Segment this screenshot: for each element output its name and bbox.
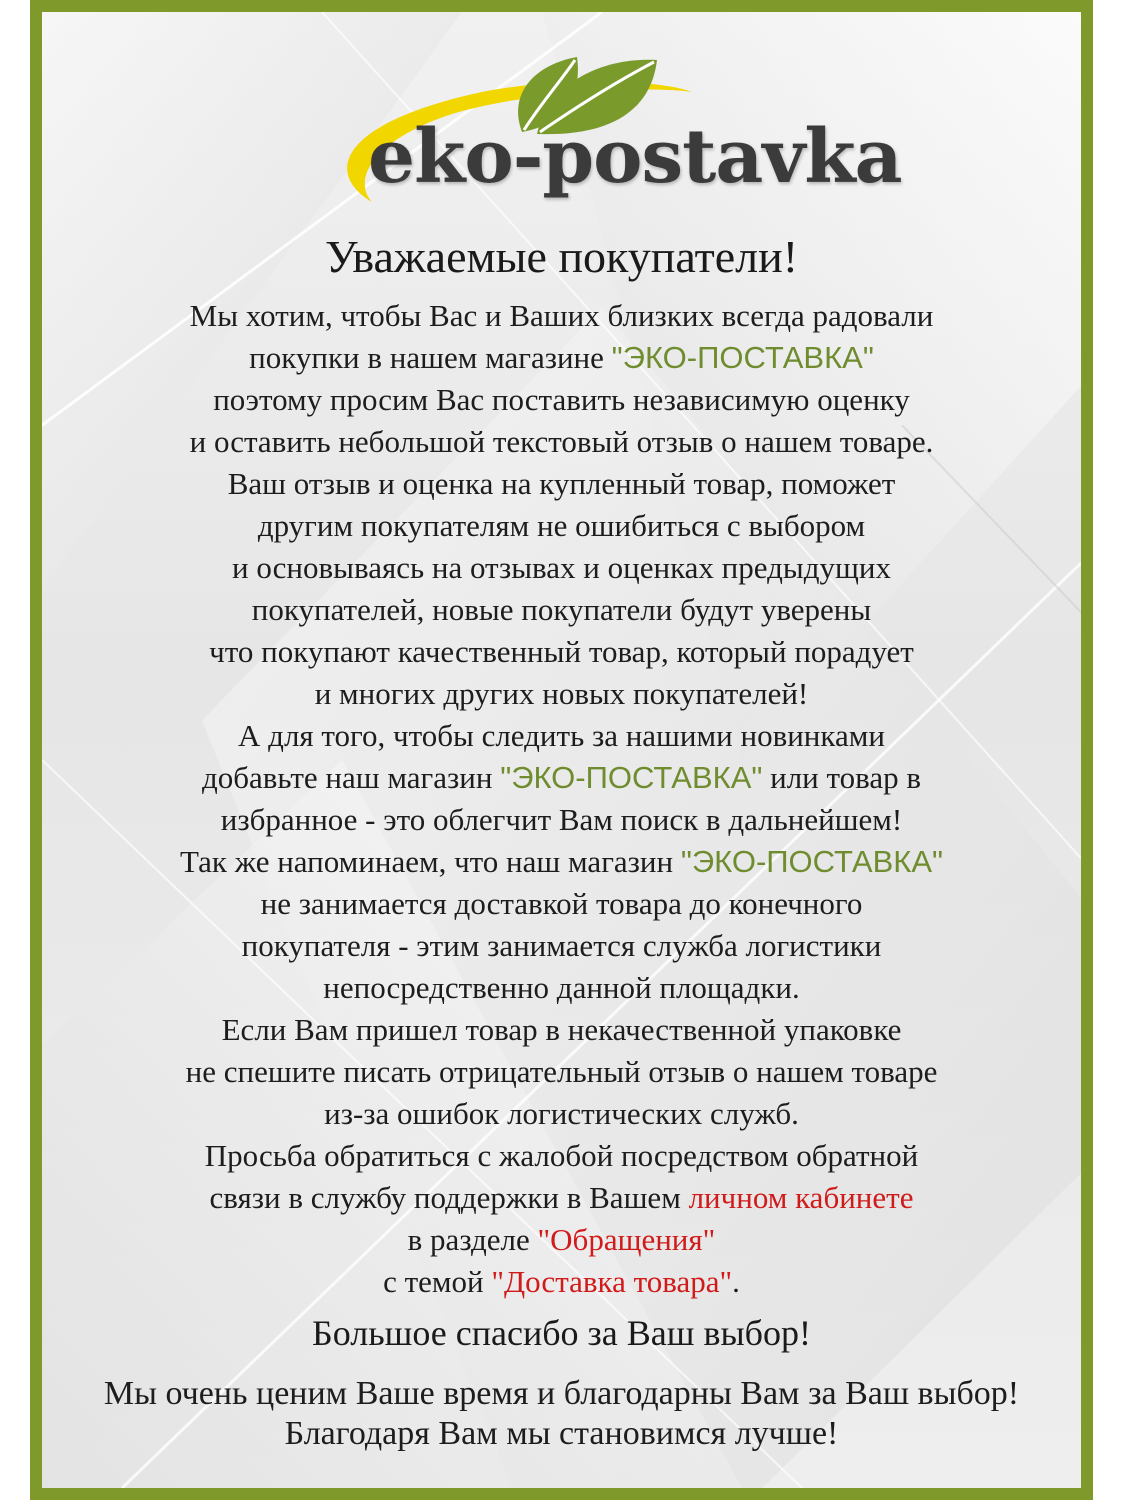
body-line (42, 1051, 1081, 1093)
line-text: с темой (383, 1264, 492, 1299)
closing-line: Мы очень ценим Ваше время и благодарны Вам за Ваш выбор! (103, 1375, 1020, 1412)
line-text: Просьба обратиться с жалобой посредством обратной (204, 1138, 919, 1173)
letter-title: Уважаемые покупатели! (324, 231, 799, 282)
line-text: покупателей, новые покупатели будут уверены (251, 592, 872, 627)
body-line (42, 1177, 1081, 1219)
green-frame (30, 0, 1093, 1500)
body-line (42, 295, 1081, 337)
line-text: Так же напоминаем, что наш магазин (179, 844, 681, 879)
body-line (42, 379, 1081, 421)
line-text: в разделе (407, 1222, 538, 1257)
line-text: Ваш отзыв и оценка на купленный товар, поможет (227, 466, 896, 501)
line-text: и многих других новых покупателей! (314, 676, 809, 711)
highlight-text: "Доставка товара" (491, 1264, 733, 1299)
store-name: "ЭКО-ПОСТАВКА" (680, 844, 944, 879)
body-line (42, 505, 1081, 547)
body-line (42, 421, 1081, 463)
body-line (42, 1135, 1081, 1177)
line-text: непосредственно данной площадки. (323, 970, 800, 1005)
line-text: покупателя - этим занимается служба логистики (241, 928, 882, 963)
body-line (42, 547, 1081, 589)
line-text: не занимается доставкой товара до конечного (260, 886, 863, 921)
store-name: "ЭКО-ПОСТАВКА" (500, 760, 763, 795)
line-text: избранное - это облегчит Вам поиск в дальнейшем! (220, 802, 903, 837)
line-text: и оставить небольшой текстовый отзыв о нашем товаре. (189, 424, 934, 459)
line-text: или товар в (762, 760, 922, 795)
body-line (42, 1009, 1081, 1051)
line-text: добавьте наш магазин (201, 760, 501, 795)
line-text: из-за ошибок логистических служб. (324, 1096, 799, 1131)
body-line (42, 883, 1081, 925)
highlight-text: личном кабинете (688, 1180, 914, 1215)
closing-line: Благодаря Вам мы становимся лучше! (284, 1415, 839, 1452)
line-text: что покупают качественный товар, который порадует (209, 634, 914, 669)
body-line (42, 925, 1081, 967)
body-line (42, 337, 1081, 379)
letter-body (42, 295, 1081, 1303)
body-line (42, 1261, 1081, 1303)
line-text: и основываясь на отзывах и оценках предыдущих (232, 550, 891, 585)
brand-logo (332, 52, 902, 212)
highlight-text: "Обращения" (537, 1222, 716, 1257)
line-text: . (732, 1264, 740, 1299)
body-line (42, 841, 1081, 883)
body-line (42, 1093, 1081, 1135)
line-text: поэтому просим Вас поставить независимую оценку (213, 382, 910, 417)
body-line (42, 631, 1081, 673)
line-text: А для того, чтобы следить за нашими новинками (238, 718, 885, 753)
body-line (42, 463, 1081, 505)
line-text: связи в службу поддержки в Вашем (209, 1180, 689, 1215)
line-text: не спешите писать отрицательный отзыв о нашем товаре (185, 1054, 938, 1089)
store-name: "ЭКО-ПОСТАВКА" (611, 340, 874, 375)
line-text: Мы хотим, чтобы Вас и Ваших близких всегда радовали (189, 298, 934, 333)
logo-text: eko-postavka (368, 114, 902, 200)
line-text: покупки в нашем магазине (249, 340, 612, 375)
body-line (42, 673, 1081, 715)
closing-lines (42, 1374, 1081, 1454)
body-line (42, 1219, 1081, 1261)
body-line (42, 799, 1081, 841)
body-line (42, 715, 1081, 757)
body-line (42, 757, 1081, 799)
body-line (42, 967, 1081, 1009)
thanks-line: Большое спасибо за Ваш выбор! (312, 1313, 811, 1353)
line-text: Если Вам пришел товар в некачественной упаковке (221, 1012, 902, 1047)
line-text: другим покупателям не ошибиться с выбором (257, 508, 866, 543)
body-line (42, 589, 1081, 631)
